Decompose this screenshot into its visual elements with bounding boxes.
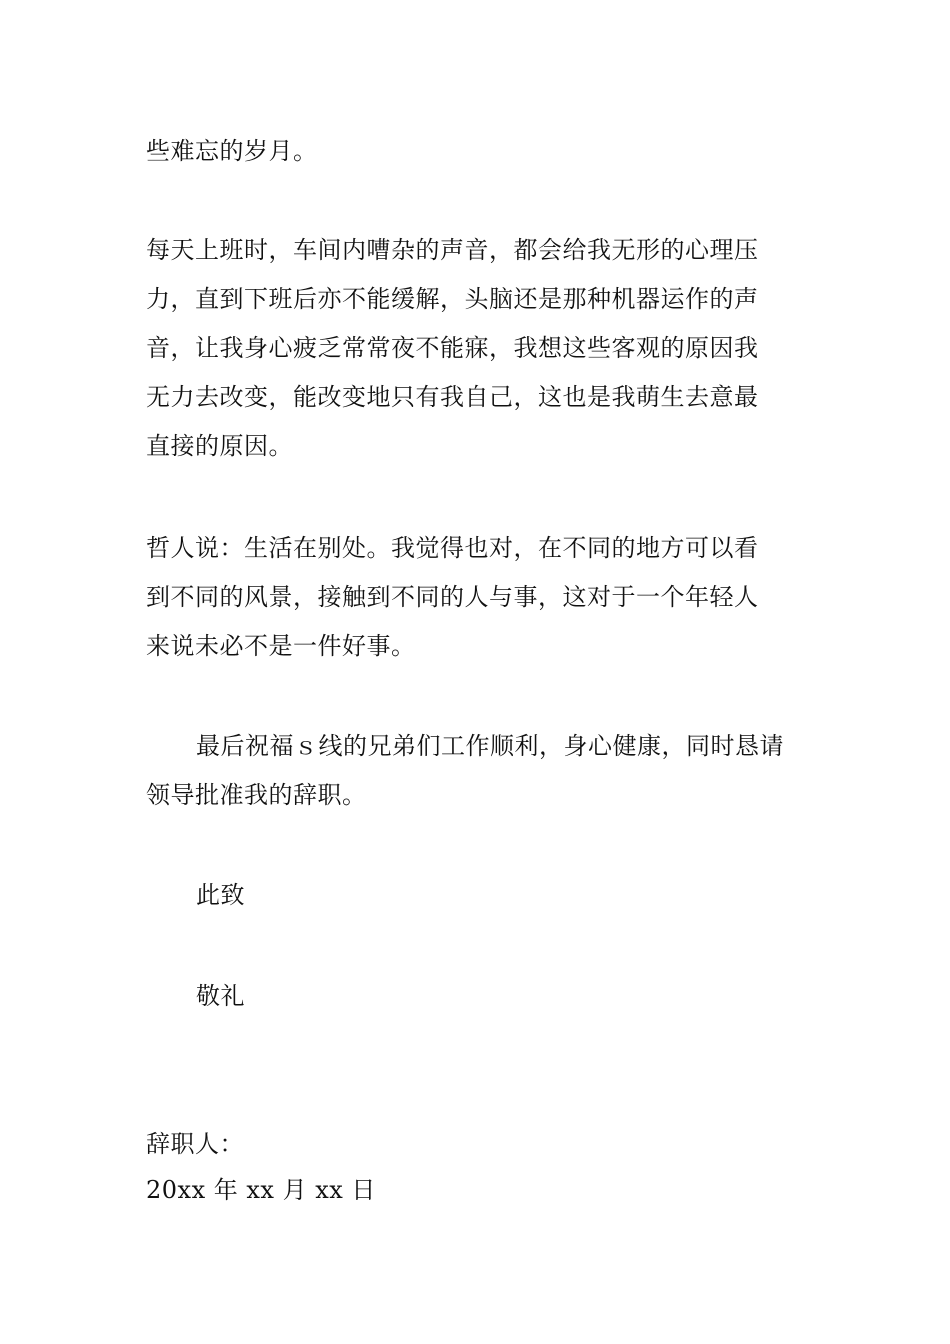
text-line: 最后祝福ｓ线的兄弟们工作顺利，身心健康，同时恳请 (196, 732, 784, 760)
text-line: 力，直到下班后亦不能缓解，头脑还是那种机器运作的声 (146, 285, 759, 313)
closing-regards (196, 972, 858, 1021)
text-line: 来说未必不是一件好事。 (146, 632, 416, 660)
text-line: 敬礼 (196, 982, 245, 1010)
text-line: 音，让我身心疲乏常常夜不能寐，我想这些客观的原因我 (146, 334, 759, 362)
signer-label: 辞职人： (146, 1130, 244, 1158)
paragraph-continuation (146, 127, 808, 176)
paragraph-philosopher (146, 524, 808, 671)
signature-block (146, 1121, 808, 1213)
text-line: 此致 (196, 881, 245, 909)
text-line: 每天上班时，车间内嘈杂的声音，都会给我无形的心理压 (146, 236, 759, 264)
text-line: 哲人说：生活在别处。我觉得也对，在不同的地方可以看 (146, 534, 759, 562)
date-line: 20xx 年 xx 月 xx 日 (146, 1176, 376, 1204)
paragraph-workplace (146, 226, 808, 471)
text-line: 直接的原因。 (146, 432, 293, 460)
paragraph-blessing (146, 722, 808, 820)
text-line: 些难忘的岁月。 (146, 137, 318, 165)
text-line: 无力去改变，能改变地只有我自己，这也是我萌生去意最 (146, 383, 759, 411)
text-line: 到不同的风景，接触到不同的人与事，这对于一个年轻人 (146, 583, 759, 611)
text-line: 领导批准我的辞职。 (146, 781, 367, 809)
closing-salutation (196, 871, 858, 920)
